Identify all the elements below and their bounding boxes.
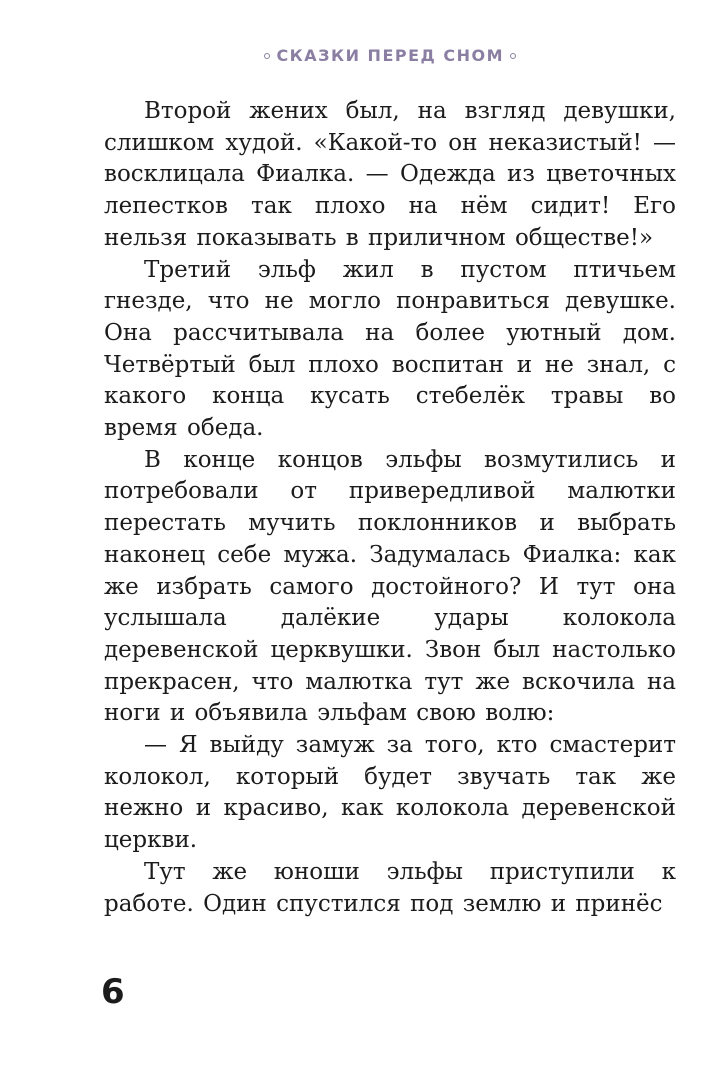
running-header-title: СКАЗКИ ПЕРЕД СНОМ [276,46,504,65]
paragraph-3: В конце концов эльфы возмутились и потребовали от привередливой малютки перестать мучить поклонников и выбрать наконец себе мужа. Задумалась Фиалка: как же избрать самого достойного? И тут она услышала далёкие удары колокола деревенской церквушки. Звон был настолько прекрасен, что малютка тут же вскочила на ноги и объявила эльфам свою волю: [104,446,676,727]
page-body [104,96,676,920]
header-dot-right [510,53,516,59]
page-number: 6 [101,972,125,1012]
paragraph-5: Тут же юноши эльфы приступили к работе. Один спустился под землю и принёс [104,858,676,917]
running-header [0,46,720,72]
running-header-group [264,46,516,65]
paragraph-1: Второй жених был, на взгляд девушки, слишком худой. «Какой-то он неказистый! — восклицала Фиалка. — Одежда из цветочных лепестков так плохо на нём сидит! Его нельзя показывать в приличном обществе!» [104,98,676,251]
paragraph-4: — Я выйду замуж за того, кто смастерит колокол, который будет звучать так же нежно и красиво, как колокола деревенской церкви. [104,732,676,854]
paragraph-2: Третий эльф жил в пустом птичьем гнезде, что не могло понравиться девушке. Она рассчитывала на более уютный дом. Четвёртый был плохо воспитан и не знал, с какого конца кусать стебелёк травы во время обеда. [104,256,676,442]
header-dot-left [264,53,270,59]
